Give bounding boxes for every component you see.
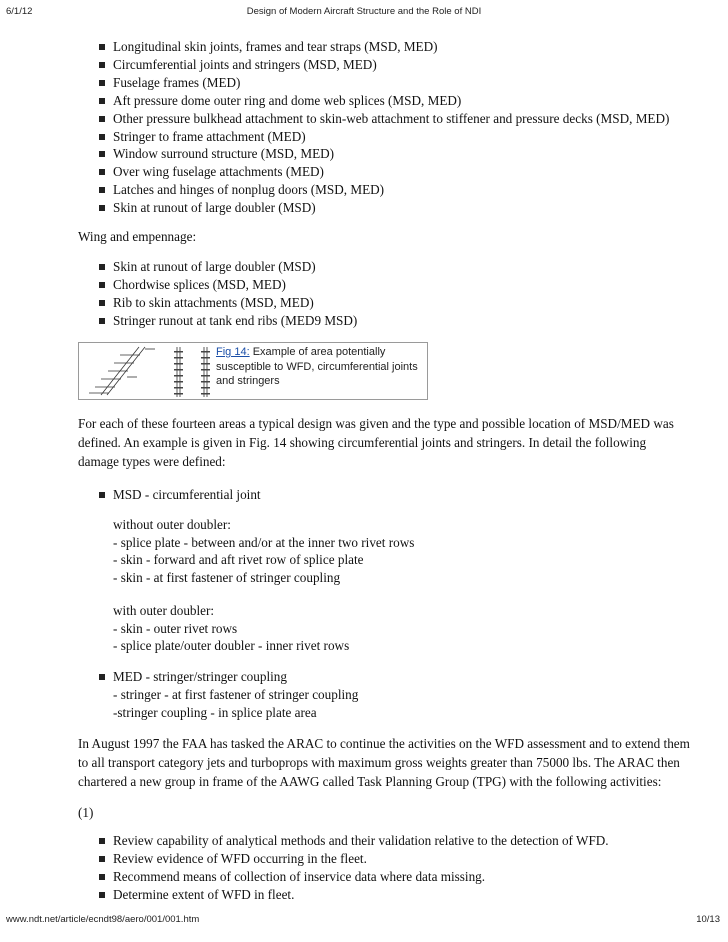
block-line: - skin - at first fastener of stringer coupling	[113, 569, 341, 585]
list-item: Skin at runout of large doubler (MSD)	[97, 258, 357, 276]
list-item: Review capability of analytical methods and their validation relative to the detection of WFD.	[97, 832, 609, 850]
page-title: Design of Modern Aircraft Structure and the Role of NDI	[246, 6, 482, 17]
joint-diagram-thumbnail	[79, 343, 215, 399]
block-heading: without outer doubler:	[113, 517, 231, 532]
list-item: Review evidence of WFD occurring in the fleet.	[97, 850, 609, 868]
intro-paragraph: For each of these fourteen areas a typical design was given and the type and possible location of MSD/MED was defined. An example is given in Fig. 14 showing circumferential joints and stringers. In detail the following damage types were defined:	[78, 416, 674, 469]
list-item: Circumferential joints and stringers (MSD, MED)	[97, 56, 669, 74]
faa-paragraph: In August 1997 the FAA has tasked the ARAC to continue the activities on the WFD assessment and to extend them to all transport category jets and turboprops with maximum gross weights greater than 75000 lbs. The ARAC then chartered a new group in frame of the AAWG called Task Planning Group (TPG) with the following activities:	[78, 736, 690, 789]
without-outer-doubler	[113, 516, 414, 586]
page-url: www.ndt.net/article/ecndt98/aero/001/001.htm	[6, 914, 200, 925]
block-line: - skin - forward and aft rivet row of splice plate	[113, 552, 364, 567]
list-item: Rib to skin attachments (MSD, MED)	[97, 294, 357, 312]
figure-caption-text: Example of area potentially susceptible to WFD, circumferential joints and stringers	[216, 346, 418, 387]
list-item: Determine extent of WFD in fleet.	[97, 886, 609, 904]
med-list	[97, 668, 287, 686]
fuselage-list	[97, 38, 669, 217]
list-item: Stringer runout at tank end ribs (MED9 MSD)	[97, 312, 357, 330]
block-heading: with outer doubler:	[113, 603, 215, 618]
med-details	[113, 686, 358, 721]
list-item: MED - stringer/stringer coupling	[97, 668, 287, 686]
block-line: - splice plate/outer doubler - inner rivet rows	[113, 638, 350, 653]
page-footer	[0, 914, 728, 928]
figure-link[interactable]: Fig 14:	[216, 346, 250, 358]
list-item: Latches and hinges of nonplug doors (MSD, MED)	[97, 181, 669, 199]
block-line: -stringer coupling - in splice plate area	[113, 704, 317, 720]
list-item: Aft pressure dome outer ring and dome web splices (MSD, MED)	[97, 92, 669, 110]
print-date: 6/1/12	[6, 6, 33, 17]
list-item: Skin at runout of large doubler (MSD)	[97, 199, 669, 217]
page-number: 10/13	[696, 914, 720, 925]
block-line: - stringer - at first fastener of stringer coupling	[113, 687, 359, 702]
with-outer-doubler	[113, 602, 349, 655]
msd-list	[97, 486, 261, 504]
figure-14	[78, 342, 428, 400]
block-line: - skin - outer rivet rows	[113, 620, 238, 636]
list-item: Longitudinal skin joints, frames and tear straps (MSD, MED)	[97, 38, 669, 56]
list-item: Chordwise splices (MSD, MED)	[97, 276, 357, 294]
page-header	[0, 6, 728, 20]
wing-heading: Wing and empennage:	[78, 229, 197, 244]
wing-list	[97, 258, 357, 330]
activity-list	[97, 832, 609, 904]
list-item: Other pressure bulkhead attachment to skin-web attachment to stiffener and pressure decks (MSD, MED)	[97, 110, 669, 128]
list-item: Recommend means of collection of inservice data where data missing.	[97, 868, 609, 886]
list-item: Fuselage frames (MED)	[97, 74, 669, 92]
list-item: MSD - circumferential joint	[97, 486, 261, 504]
list-number: (1)	[78, 805, 94, 820]
list-item: Window surround structure (MSD, MED)	[97, 145, 669, 163]
list-item: Stringer to frame attachment (MED)	[97, 128, 669, 146]
block-line: - splice plate - between and/or at the inner two rivet rows	[113, 534, 415, 550]
list-item: Over wing fuselage attachments (MED)	[97, 163, 669, 181]
figure-caption	[216, 345, 421, 389]
